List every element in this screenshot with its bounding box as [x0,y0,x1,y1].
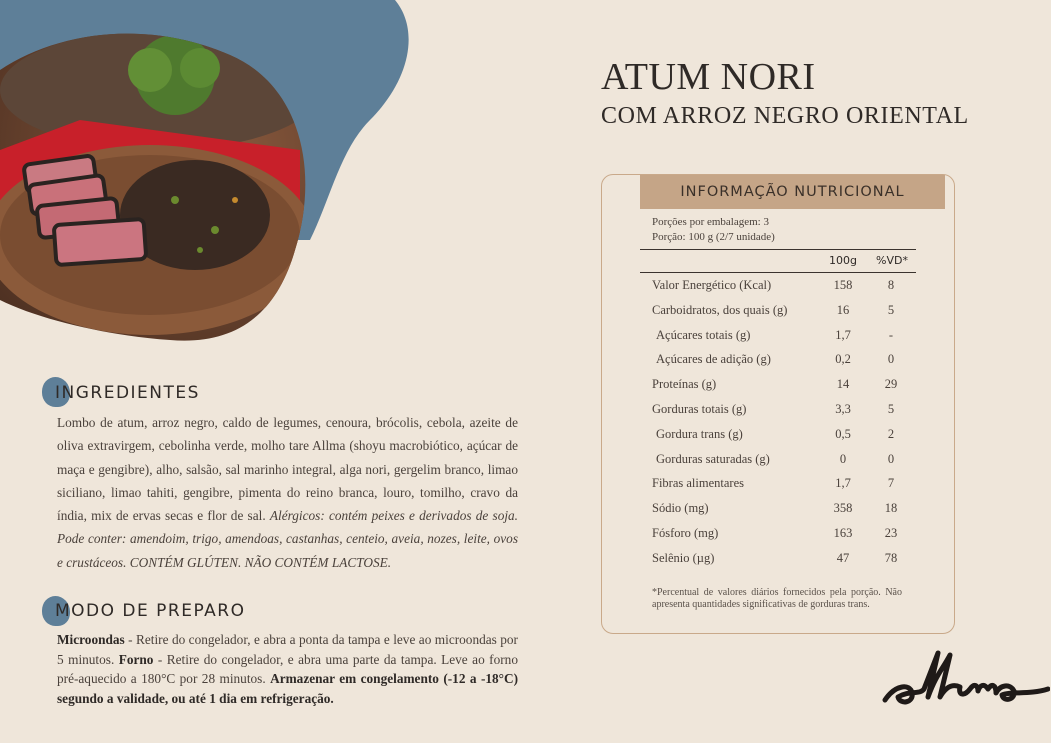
nutrient-value-vd: 7 [887,476,895,491]
preparation-text [57,630,518,708]
title-main: ATUM NORI [601,56,816,98]
microwave-label: Microondas [57,632,125,647]
portion-info [652,215,775,245]
nutrient-name: Açúcares de adição (g) [656,352,771,367]
nutrition-rows [640,273,916,571]
nutrient-value-100g: 3,3 [835,401,851,416]
nutrition-card [601,174,955,634]
nutrition-row [640,298,916,323]
nutrient-name: Açúcares totais (g) [656,327,751,342]
nutrient-value-vd: 8 [887,278,895,292]
nutrient-value-100g: 1,7 [835,476,851,491]
nutrient-value-100g: 0,2 [835,352,851,367]
nutrient-name: Gorduras saturadas (g) [656,451,770,466]
nutrient-value-100g: 358 [833,501,853,516]
oven-label: Forno [118,651,154,667]
nutrient-value-100g: 0,5 [835,426,851,441]
nutrient-value-vd: 18 [884,501,898,516]
nutrition-row [640,273,916,298]
nutrient-value-vd: 23 [884,525,898,540]
nutrient-value-100g: 14 [836,377,850,392]
nutrition-row [640,323,916,348]
ingredients-text [57,411,518,574]
column-100g: 100g [829,254,857,267]
title-subtitle: COM ARROZ NEGRO ORIENTAL [601,103,969,129]
nutrition-row [640,447,916,472]
portions-per-package: Porções por embalagem: 3 [652,216,769,228]
nutrition-header: INFORMAÇÃO NUTRICIONAL [640,175,945,209]
nutrition-row [640,496,916,521]
nutrient-name: Proteínas (g) [652,377,717,392]
oven-text: - Retire do congelador, e abra uma parte da tampa. Leve ao forno pré-aquecido a 180°C por 28 minutos. [57,651,518,686]
nutrient-name: Gordura trans (g) [656,426,743,441]
microwave-text: - Retire do congelador, e abra a ponta da tampa e leve ao microondas por 5 minutos. [57,632,518,667]
dish-photo [0,0,420,370]
nutrition-row [640,372,916,397]
nutrition-row [640,422,916,447]
ingredients-list: Lombo de atum, arroz negro, caldo de legumes, cenoura, brócolis, cebola, azeite de oliva extravirgem, cebolinha verde, molho tare Allma (shoyu macrobiótico, açúcar de maça e gengibre), alho, salsão, sal marinho integral, alga nori, gergelim branco, limao siciliano, limao tahiti, gengibre, pimenta do reino branca, louro, tomilho, cravo da índia, mix de ervas secas e flor de sal. [57,415,518,524]
nutrient-value-vd: 0 [887,352,895,367]
nutrient-value-100g: 163 [833,525,853,540]
preparation-heading: MODO DE PREPARO [55,601,246,621]
nutrient-value-vd: 2 [887,426,895,441]
nutrient-value-vd: 5 [887,302,895,317]
portion-size: Porção: 100 g (2/7 unidade) [652,231,775,243]
nutrition-row [640,347,916,372]
storage-text: Armazenar em congelamento (-12 a -18°C) segundo a validade, ou até 1 dia em refrigeração. [57,671,519,706]
nutrient-value-100g: 47 [836,550,850,565]
nutrition-row [640,546,916,571]
column-vd: %VD* [876,254,908,267]
nutrition-table [640,249,916,571]
nutrient-name: Valor Energético (Kcal) [652,278,772,292]
nutrient-name: Gorduras totais (g) [652,401,747,416]
nutrient-value-vd: 0 [887,451,895,466]
allergens-text: Alérgicos: contém peixes e derivados de soja. Pode conter: amendoim, trigo, amendoas, castanhas, centeio, aveia, nozes, leite, ovos e crustáceos. CONTÉM GLÚTEN. NÃO CONTÉM LACTOSE. [57,508,519,570]
nutrient-value-vd: - [888,327,894,342]
nutrient-value-100g: 16 [836,302,850,317]
nutrient-name: Fósforo (mg) [652,525,719,540]
nutrient-value-vd: 78 [884,550,898,565]
nutrient-name: Carboidratos, dos quais (g) [652,302,788,317]
nutrient-name: Sódio (mg) [652,501,709,516]
ingredients-heading: INGREDIENTES [55,383,200,403]
nutrient-value-vd: 5 [887,401,895,416]
nutrient-name: Fibras alimentares [652,476,744,491]
nutrition-row [640,397,916,422]
product-title [601,58,969,128]
nutrition-footnote: *Percentual de valores diários fornecidos pela porção. Não apresenta quantidades significativas de gorduras trans. [652,587,902,610]
nutrient-value-100g: 1,7 [835,327,851,342]
nutrient-value-vd: 29 [884,377,898,392]
allma-logo [880,645,1050,710]
nutrient-name: Selênio (µg) [652,550,715,565]
nutrition-row [640,521,916,546]
nutrition-row [640,471,916,496]
nutrient-value-100g: 158 [833,278,853,292]
nutrient-value-100g: 0 [839,451,847,466]
nutrition-table-header [640,249,916,273]
